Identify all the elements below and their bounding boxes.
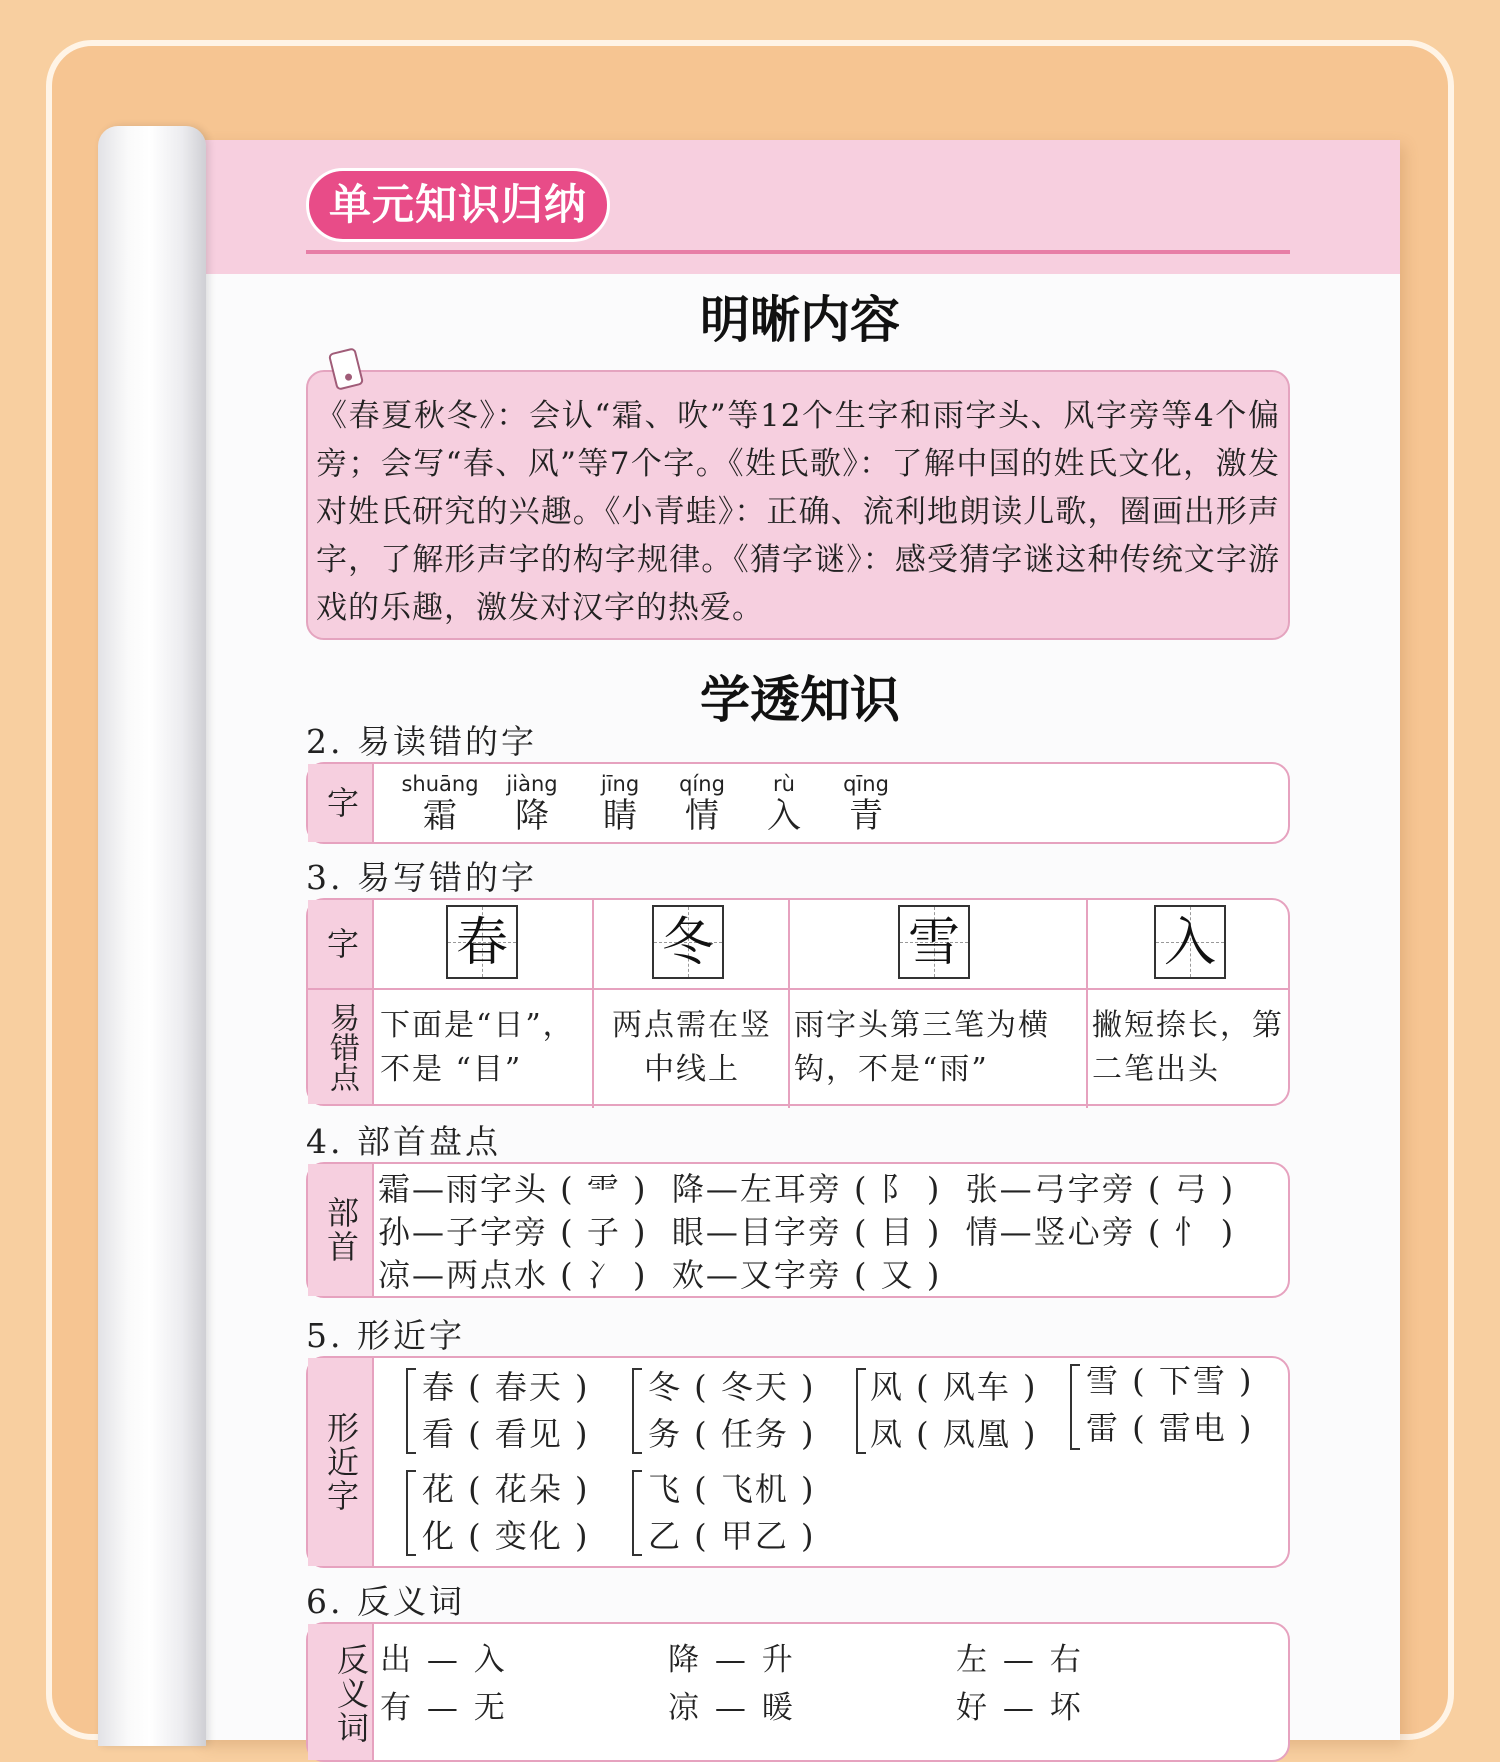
radical-row: 霜—雨字头 ( ⻗ ) 降—左耳旁 ( 阝 ) 张—弓字旁 ( 弓 ) [378, 1170, 1236, 1208]
error-note: 雨字头第三笔为横钩，不是“雨” [794, 1008, 1050, 1087]
error-note: 两点需在竖中线上 [612, 1008, 772, 1087]
section-title-content: 明晰内容 [700, 291, 900, 349]
similar-group: 花 ( 花朵 ) 化 ( 变化 ) [422, 1470, 590, 1555]
pinyin-item: qīng 青 [843, 772, 889, 836]
antonyms-label: 反义词 [332, 1643, 370, 1745]
similar-group: 春 ( 春天 ) 看 ( 看见 ) [422, 1368, 590, 1453]
easy-write-error-label: 易错点 [324, 1002, 359, 1092]
content-summary-text: 《春夏秋冬》：会认“霜、吹”等12个生字和雨字头、风字旁等4个偏旁；会写“春、风”等7个字。《姓氏歌》：了解中国的姓氏文化，激发对姓氏研究的兴趣。《小青蛙》：正确、流利地朗读儿歌，圈画出形声字，了解形声字的构字规律。《猜字谜》：感受猜字谜这种传统文字游戏的乐趣，激发对汉字的热爱。 [316, 398, 1280, 626]
char-grid: 雪 [898, 905, 970, 979]
heading-radicals: 4. 部首盘点 [306, 1122, 501, 1161]
heading-easy-read: 2. 易读错的字 [306, 722, 537, 761]
pinyin-item: rù 入 [767, 772, 801, 836]
easy-read-label: 字 [322, 786, 360, 820]
heading-antonyms: 6. 反义词 [306, 1582, 465, 1621]
similar-group: 冬 ( 冬天 ) 务 ( 任务 ) [648, 1368, 816, 1453]
pinyin-item: shuāng 霜 [401, 772, 479, 836]
char-grid: 冬 [652, 905, 724, 979]
pinyin-item: qíng 情 [679, 772, 725, 836]
section-title-knowledge: 学透知识 [700, 671, 900, 729]
char-grid: 入 [1154, 905, 1226, 979]
antonym-pair: 有 — 无 [380, 1690, 508, 1726]
antonym-pair: 出 — 入 [380, 1642, 508, 1678]
radicals-label: 部首 [322, 1196, 360, 1264]
antonym-pair: 左 — 右 [956, 1642, 1084, 1678]
radical-row: 凉—两点水 ( 冫 ) 欢—又字旁 ( 又 ) [378, 1256, 942, 1294]
char-grid: 春 [446, 905, 518, 979]
radical-row: 孙—子字旁 ( 子 ) 眼—目字旁 ( 目 ) 情—竖心旁 ( 忄 ) [378, 1213, 1236, 1251]
easy-write-box [306, 898, 1290, 1106]
error-note: 撇短捺长，第二笔出头 [1092, 1008, 1284, 1087]
antonym-pair: 降 — 升 [668, 1642, 796, 1678]
easy-write-char-label: 字 [322, 927, 360, 961]
pinyin-item: jiàng 降 [506, 772, 558, 836]
page-roll [98, 126, 206, 1746]
similar-group: 飞 ( 飞机 ) 乙 ( 甲乙 ) [648, 1470, 816, 1555]
error-note: 下面是“日”，不是 “目” [380, 1008, 575, 1087]
pinyin-item: jīng 睛 [600, 772, 640, 836]
header-rule [306, 250, 1290, 254]
antonym-pair: 好 — 坏 [956, 1690, 1084, 1726]
heading-similar: 5. 形近字 [306, 1316, 465, 1355]
heading-easy-write: 3. 易写错的字 [306, 858, 537, 897]
unit-summary-badge: 单元知识归纳 [306, 168, 610, 242]
content-summary-box [306, 370, 1290, 640]
antonym-pair: 凉 — 暖 [668, 1690, 796, 1726]
easy-read-box [306, 762, 1290, 844]
similar-label: 形近字 [322, 1411, 360, 1513]
similar-group: 风 ( 风车 ) 凤 ( 凤凰 ) [870, 1368, 1038, 1453]
similar-group: 雪 ( 下雪 ) 雷 ( 雷电 ) [1086, 1362, 1254, 1447]
